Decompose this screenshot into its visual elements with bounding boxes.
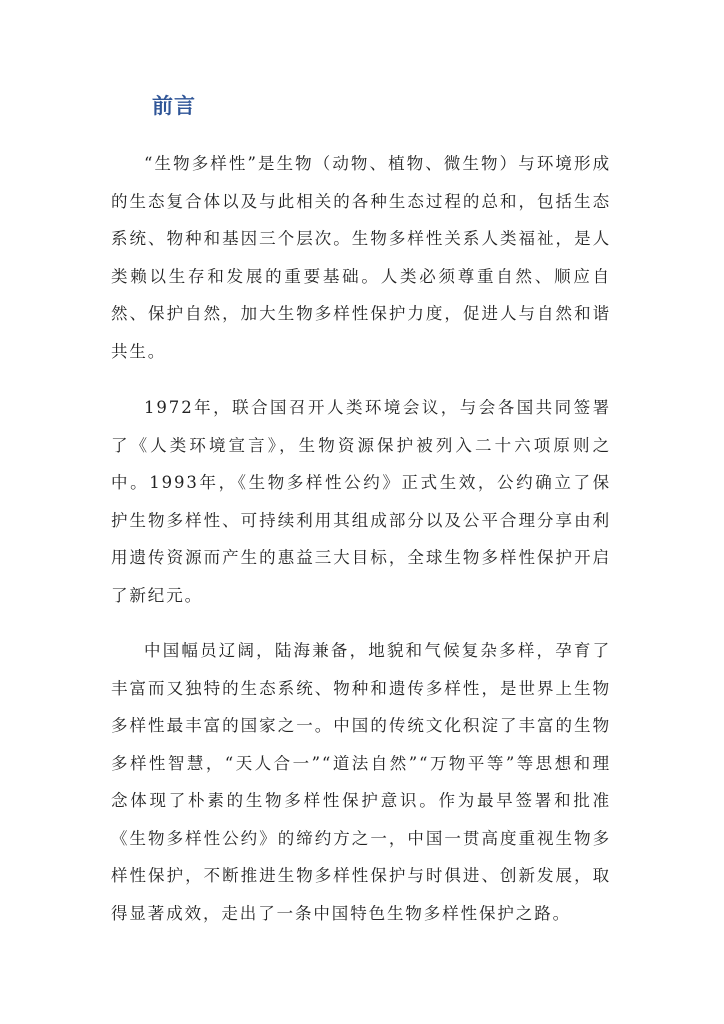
page-title: 前言: [152, 93, 196, 118]
paragraph-3: 中国幅员辽阔，陆海兼备，地貌和气候复杂多样，孕育了丰富而又独特的生态系统、物种和遗传多样性，是世界上生物多样性最丰富的国家之一。中国的传统文化积淀了丰富的生物多样性智慧，“天人合一”“道法自然”“万物平等”等思想和理念体现了朴素的生物多样性保护意识。作为最早签署和批准《生物多样性公约》的缔约方之一，中国一贯高度重视生物多样性保护，不断推进生物多样性保护与时俱进、创新发展，取得显著成效，走出了一条中国特色生物多样性保护之路。: [111, 641, 611, 923]
paragraph-2: 1972年，联合国召开人类环境会议，与会各国共同签署了《人类环境宣言》，生物资源保护被列入二十六项原则之中。1993年，《生物多样性公约》正式生效，公约确立了保护生物多样性、可持续利用其组成部分以及公平合理分享由利用遗传资源而产生的惠益三大目标，全球生物多样性保护开启了新纪元。: [111, 398, 611, 605]
paragraph-1: “生物多样性”是生物（动物、植物、微生物）与环境形成的生态复合体以及与此相关的各种生态过程的总和，包括生态系统、物种和基因三个层次。生物多样性关系人类福祉，是人类赖以生存和发展的重要基础。人类必须尊重自然、顺应自然、保护自然，加大生物多样性保护力度，促进人与自然和谐共生。: [111, 154, 611, 361]
